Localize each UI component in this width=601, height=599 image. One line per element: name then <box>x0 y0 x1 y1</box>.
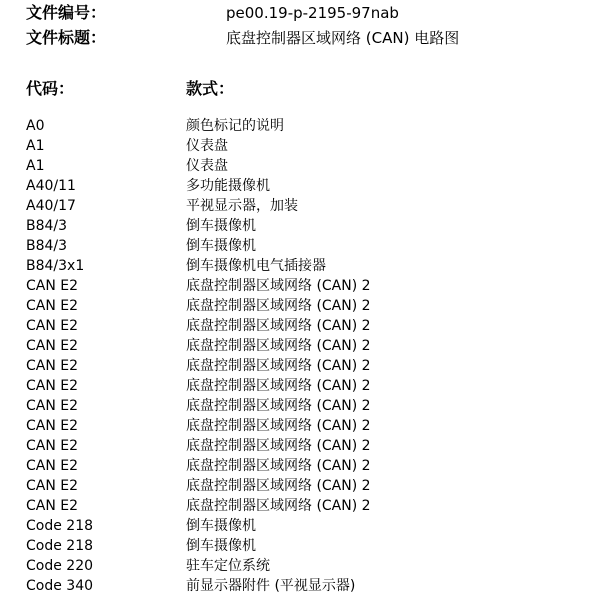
row-style: 倒车摄像机 <box>186 238 256 254</box>
row-style: 底盘控制器区域网络 (CAN) 2 <box>186 318 371 334</box>
row-style: 底盘控制器区域网络 (CAN) 2 <box>186 358 371 374</box>
row-style: 仪表盘 <box>186 158 228 174</box>
row-style: 倒车摄像机 <box>186 518 256 534</box>
table-row <box>0 336 601 356</box>
row-style: 底盘控制器区域网络 (CAN) 2 <box>186 458 371 474</box>
row-code: A40/11 <box>26 178 76 194</box>
code-list <box>0 116 601 596</box>
doc-title-label: 文件标题： <box>26 28 107 47</box>
row-code: Code 220 <box>26 558 94 574</box>
row-style: 倒车摄像机 <box>186 218 256 234</box>
table-row <box>0 236 601 256</box>
table-row <box>0 356 601 376</box>
row-style: 底盘控制器区域网络 (CAN) 2 <box>186 338 371 354</box>
row-code: Code 340 <box>26 578 94 594</box>
row-code: Code 218 <box>26 518 94 534</box>
row-style: 仪表盘 <box>186 138 228 154</box>
table-row <box>0 196 601 216</box>
table-row <box>0 256 601 276</box>
table-row <box>0 556 601 576</box>
table-row <box>0 536 601 556</box>
row-style: 平视显示器，加装 <box>186 198 298 214</box>
row-code: B84/3 <box>26 218 68 234</box>
row-style: 前显示器附件 (平视显示器) <box>186 578 356 594</box>
row-style: 底盘控制器区域网络 (CAN) 2 <box>186 298 371 314</box>
row-style: 倒车摄像机 <box>186 538 256 554</box>
row-code: A1 <box>26 138 45 154</box>
row-style: 底盘控制器区域网络 (CAN) 2 <box>186 478 371 494</box>
row-code: Code 218 <box>26 538 94 554</box>
table-row <box>0 296 601 316</box>
style-column-header: 款式： <box>186 79 235 98</box>
row-code: CAN E2 <box>26 478 79 494</box>
table-row <box>0 156 601 176</box>
row-code: CAN E2 <box>26 298 79 314</box>
table-row <box>0 396 601 416</box>
code-column-header: 代码： <box>26 79 75 98</box>
row-style: 驻车定位系统 <box>186 558 270 574</box>
doc-number-label: 文件编号： <box>26 3 107 22</box>
row-style: 颜色标记的说明 <box>186 118 284 134</box>
row-code: A40/17 <box>26 198 76 214</box>
table-row <box>0 116 601 136</box>
row-style: 底盘控制器区域网络 (CAN) 2 <box>186 278 371 294</box>
row-code: CAN E2 <box>26 318 79 334</box>
table-row <box>0 216 601 236</box>
row-code: B84/3x1 <box>26 258 85 274</box>
table-row <box>0 516 601 536</box>
row-style: 多功能摄像机 <box>186 178 270 194</box>
table-row <box>0 176 601 196</box>
row-style: 底盘控制器区域网络 (CAN) 2 <box>186 438 371 454</box>
row-style: 底盘控制器区域网络 (CAN) 2 <box>186 398 371 414</box>
row-code: CAN E2 <box>26 458 79 474</box>
row-code: CAN E2 <box>26 358 79 374</box>
table-row <box>0 476 601 496</box>
table-row <box>0 276 601 296</box>
row-style: 底盘控制器区域网络 (CAN) 2 <box>186 418 371 434</box>
table-row <box>0 316 601 336</box>
row-code: B84/3 <box>26 238 68 254</box>
table-row <box>0 576 601 596</box>
table-row <box>0 436 601 456</box>
row-code: CAN E2 <box>26 338 79 354</box>
row-code: CAN E2 <box>26 278 79 294</box>
table-row <box>0 456 601 476</box>
table-row <box>0 136 601 156</box>
row-style: 底盘控制器区域网络 (CAN) 2 <box>186 498 371 514</box>
row-style: 底盘控制器区域网络 (CAN) 2 <box>186 378 371 394</box>
row-code: A1 <box>26 158 45 174</box>
doc-title-value: 底盘控制器区域网络 (CAN) 电路图 <box>226 29 460 47</box>
table-row <box>0 376 601 396</box>
table-row <box>0 416 601 436</box>
row-code: CAN E2 <box>26 418 79 434</box>
row-style: 倒车摄像机电气插接器 <box>186 258 326 274</box>
row-code: CAN E2 <box>26 438 79 454</box>
row-code: CAN E2 <box>26 398 79 414</box>
doc-number-value: pe00.19-p-2195-97nab <box>226 4 399 22</box>
row-code: CAN E2 <box>26 498 79 514</box>
row-code: CAN E2 <box>26 378 79 394</box>
table-row <box>0 496 601 516</box>
row-code: A0 <box>26 118 45 134</box>
